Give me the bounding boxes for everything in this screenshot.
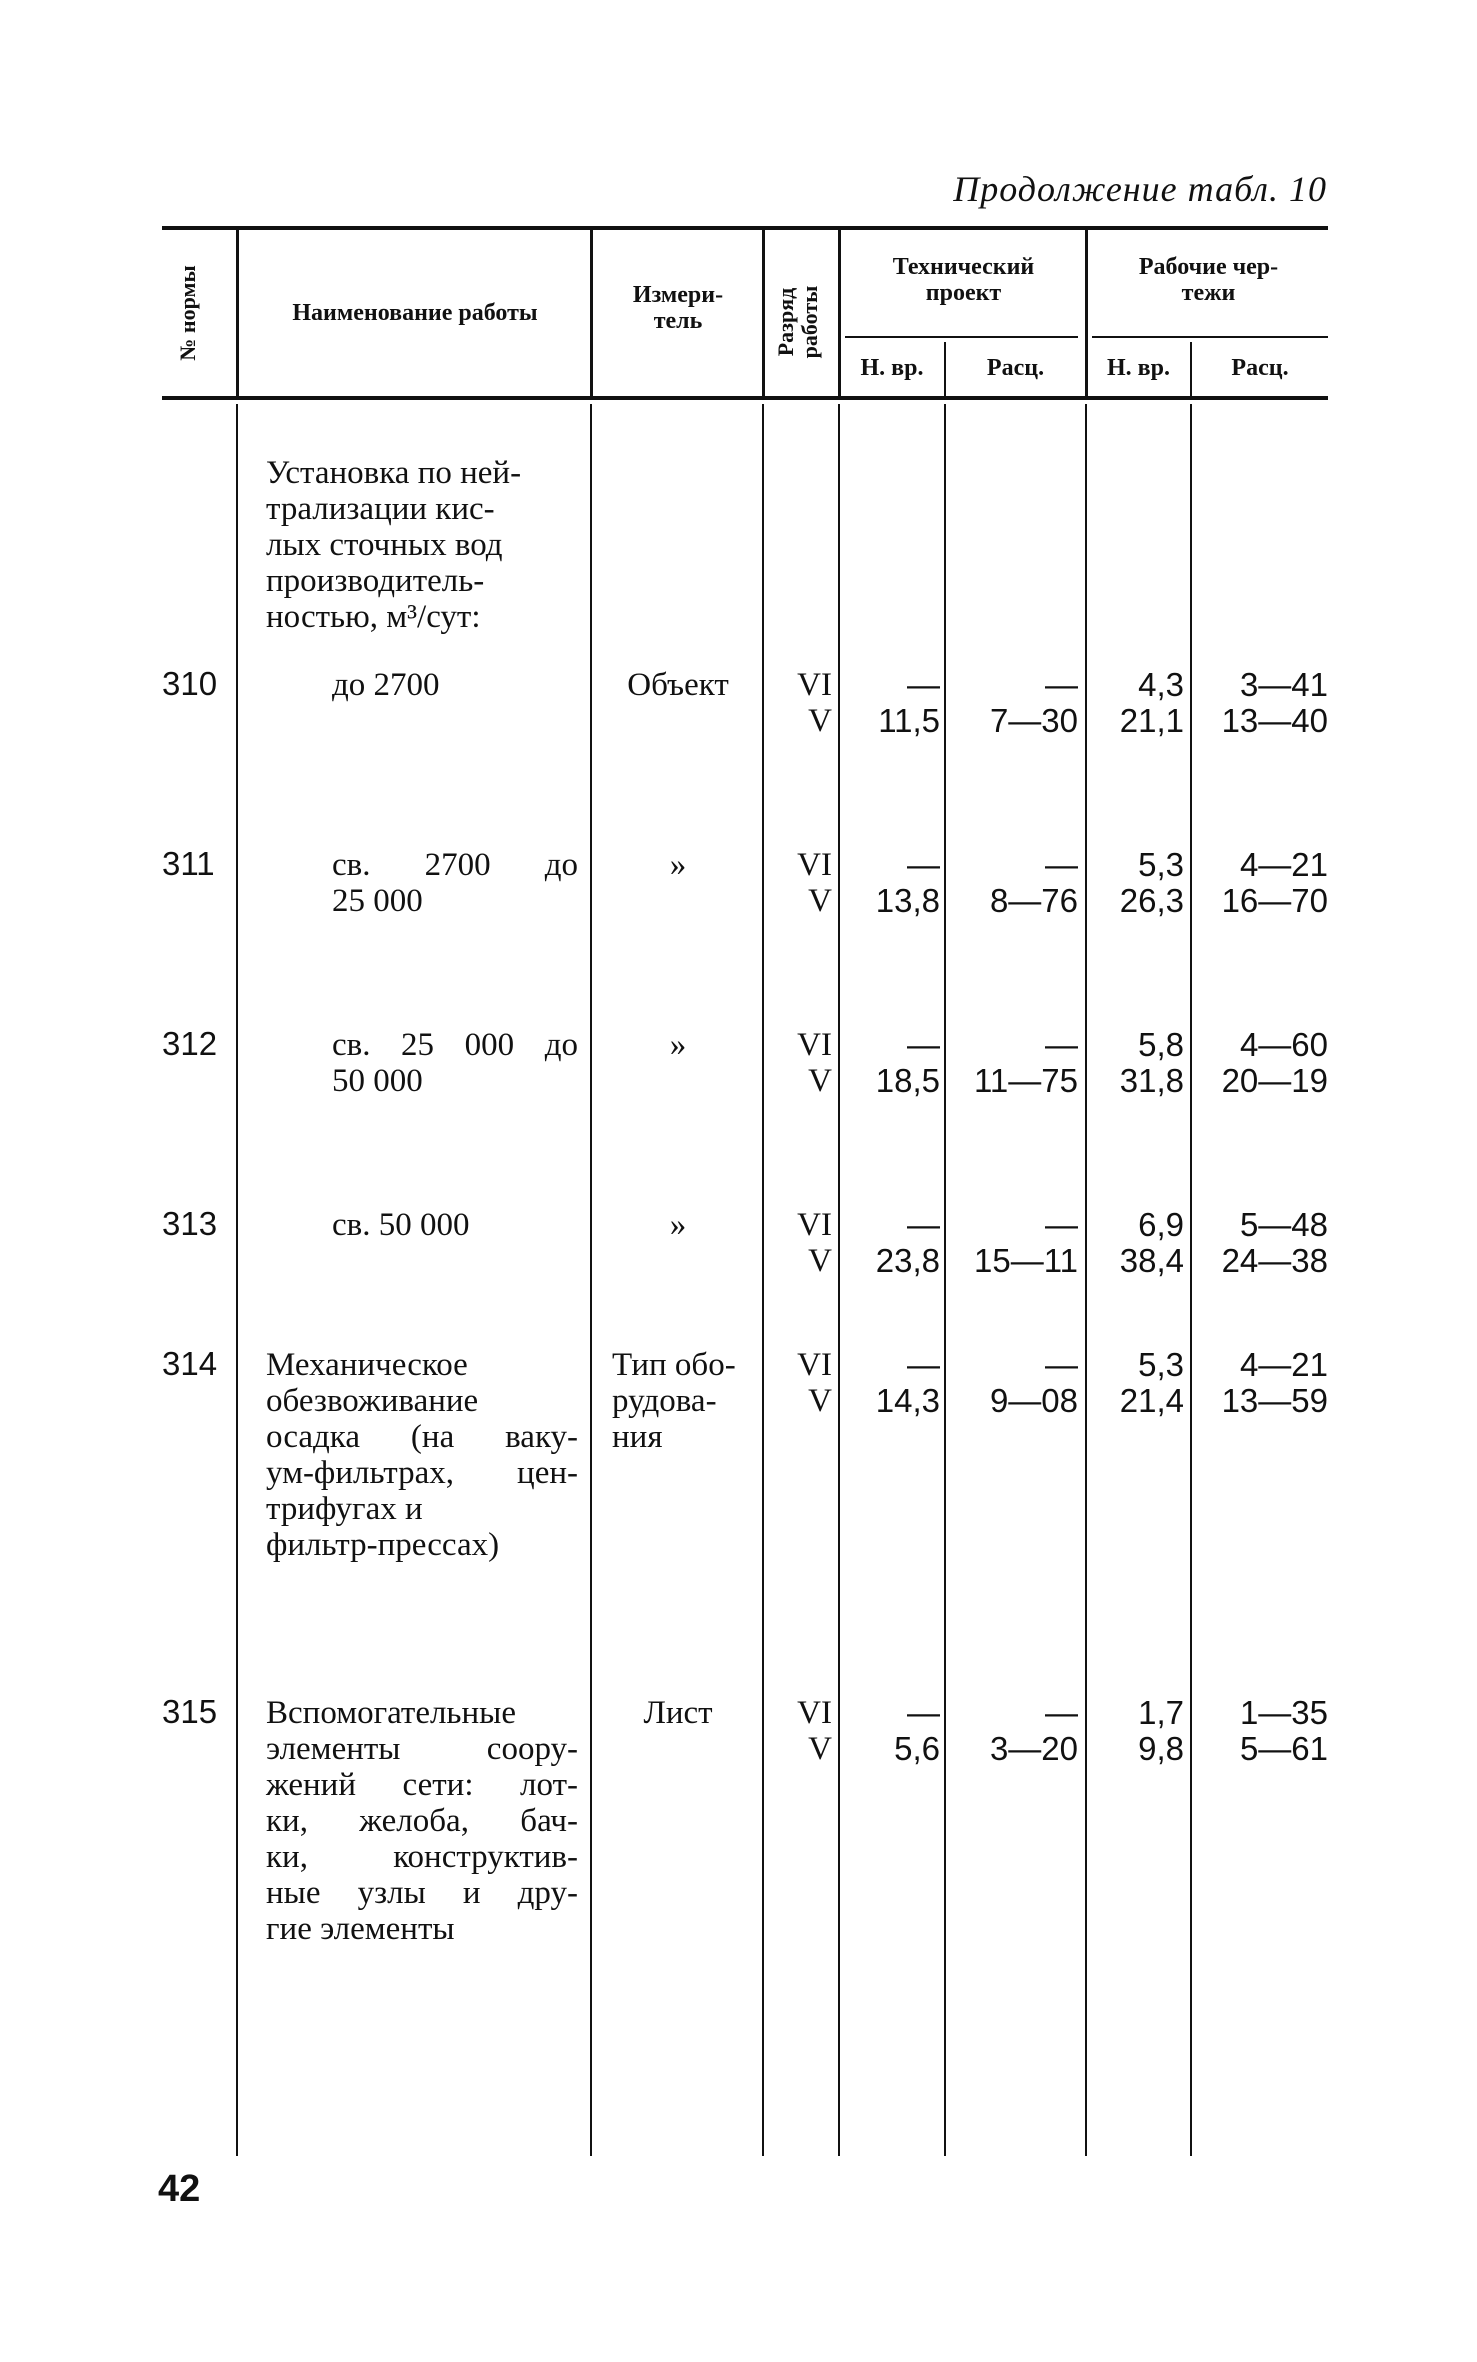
work-hours — [1092, 1695, 1184, 1767]
section-title — [266, 455, 578, 635]
tech-rate — [952, 667, 1078, 739]
tech-hours — [845, 1207, 940, 1279]
work-name — [332, 1207, 578, 1243]
work-rate-value: 4—21 — [1239, 846, 1328, 883]
work-name-line: Механическое — [266, 1347, 468, 1383]
work-rate — [1196, 1347, 1328, 1419]
unit-line: рудова- — [612, 1383, 717, 1419]
header-work-rate: Расц. — [1231, 355, 1289, 381]
header-bottom-rule — [162, 396, 1328, 400]
header-tech-line: проект — [925, 280, 1002, 306]
tech-hours-value: — — [907, 1206, 940, 1243]
column-divider — [236, 404, 238, 2156]
header-grade — [774, 264, 822, 380]
tech-hours — [845, 1027, 940, 1099]
table-top-rule — [162, 226, 1328, 230]
work-name-line: фильтр-прессах) — [266, 1527, 500, 1563]
work-rate-value: 3—41 — [1239, 666, 1328, 703]
work-name-line: осадка (на ваку- — [266, 1419, 578, 1455]
work-rate-value: 20—19 — [1221, 1062, 1328, 1099]
work-name-line: жений сети: лот- — [266, 1767, 578, 1803]
work-rate — [1196, 1207, 1328, 1279]
work-rate — [1196, 1027, 1328, 1099]
work-name-line: ум-фильтрах, цен- — [266, 1455, 578, 1491]
work-hours — [1092, 847, 1184, 919]
column-divider — [838, 404, 840, 2156]
work-hours-value: 5,8 — [1138, 1026, 1184, 1063]
header-tech-rate: Расц. — [986, 355, 1045, 381]
work-name-line: до 2700 — [332, 667, 440, 703]
tech-rate-value: — — [1045, 1206, 1078, 1243]
tech-rate — [952, 1695, 1078, 1767]
tech-hours — [845, 1695, 940, 1767]
header-tech-line: Технический — [892, 254, 1035, 280]
work-hours-value: 21,1 — [1119, 702, 1184, 739]
work-rate-value: 5—48 — [1239, 1206, 1328, 1243]
tech-rate-value: 8—76 — [989, 882, 1078, 919]
header-tech-hours: Н. вр. — [860, 355, 924, 381]
work-hours-value: 5,3 — [1138, 846, 1184, 883]
work-rate-value: 4—60 — [1239, 1026, 1328, 1063]
grade-value: VI — [797, 1207, 832, 1243]
unit: » — [669, 1207, 687, 1243]
tech-rate-value: — — [1045, 1026, 1078, 1063]
grade — [770, 667, 832, 739]
work-name-line: св. 25 000 до — [332, 1027, 578, 1063]
section-title-line: производитель- — [266, 563, 485, 599]
unit: » — [669, 1027, 687, 1063]
tech-rate-value: 15—11 — [974, 1242, 1078, 1279]
tech-hours-value: 18,5 — [875, 1062, 940, 1099]
tech-hours-value: 5,6 — [894, 1730, 940, 1767]
tech-rate-value: — — [1045, 1694, 1078, 1731]
header-grade-line: работы — [797, 285, 822, 359]
grade-value: V — [808, 883, 832, 919]
page-number: 42 — [158, 2168, 201, 2210]
work-name-line: св. 2700 до — [332, 847, 578, 883]
section-title-line: ностью, м³/сут: — [266, 599, 481, 635]
header-divider — [762, 230, 765, 396]
grade — [770, 1695, 832, 1767]
header-work-hours: Н. вр. — [1107, 355, 1170, 381]
work-rate — [1196, 847, 1328, 919]
grade-value: V — [808, 1063, 832, 1099]
column-divider — [762, 404, 764, 2156]
header-tech-project — [842, 254, 1085, 306]
grade — [770, 847, 832, 919]
unit: Лист — [643, 1695, 713, 1731]
work-name-line: ные узлы и дру- — [266, 1875, 578, 1911]
tech-rate-value: 7—30 — [989, 702, 1078, 739]
unit — [612, 1347, 772, 1455]
column-divider — [1190, 404, 1192, 2156]
work-rate-value: 4—21 — [1239, 1346, 1328, 1383]
work-name — [332, 847, 578, 919]
tech-hours-value: — — [907, 846, 940, 883]
grade-value: V — [808, 1731, 832, 1767]
column-divider — [944, 404, 946, 2156]
work-hours-value: 1,7 — [1138, 1694, 1184, 1731]
work-hours-value: 38,4 — [1119, 1242, 1184, 1279]
grade — [770, 1207, 832, 1279]
work-name-line: св. 50 000 — [332, 1207, 470, 1243]
tech-rate — [952, 847, 1078, 919]
tech-hours-value: — — [907, 1694, 940, 1731]
header-unit — [594, 282, 762, 334]
grade-value: V — [808, 703, 832, 739]
work-name-line: 50 000 — [332, 1063, 423, 1099]
grade-value: VI — [797, 1027, 832, 1063]
tech-rate-value: — — [1045, 1346, 1078, 1383]
work-name-line: 25 000 — [332, 883, 423, 919]
work-name-line: ки, желоба, бач- — [266, 1803, 578, 1839]
unit: » — [669, 847, 687, 883]
column-divider — [590, 404, 592, 2156]
tech-hours — [845, 1347, 940, 1419]
work-rate — [1196, 1695, 1328, 1767]
header-work-name: Наименование работы — [292, 300, 538, 326]
tech-group-rule — [845, 336, 1078, 338]
header-grade-line: Разряд — [773, 287, 798, 357]
grade-value: VI — [797, 1695, 832, 1731]
work-hours-value: 6,9 — [1138, 1206, 1184, 1243]
grade-value: VI — [797, 847, 832, 883]
header-unit-line: Измери- — [632, 282, 724, 308]
tech-hours-value: 13,8 — [875, 882, 940, 919]
unit-line: Тип обо- — [612, 1347, 736, 1383]
column-divider — [1085, 404, 1087, 2156]
header-divider — [590, 230, 593, 396]
work-rate-value: 5—61 — [1239, 1730, 1328, 1767]
norm-number: 310 — [162, 665, 218, 702]
grade-value: VI — [797, 1347, 832, 1383]
work-rate-value: 16—70 — [1221, 882, 1328, 919]
tech-rate — [952, 1027, 1078, 1099]
tech-rate-value: — — [1045, 666, 1078, 703]
header-norm-number: № нормы — [175, 265, 200, 361]
work-rate — [1196, 667, 1328, 739]
work-hours-value: 21,4 — [1119, 1382, 1184, 1419]
work-name-line: гие элементы — [266, 1911, 455, 1947]
work-hours-value: 4,3 — [1138, 666, 1184, 703]
grade — [770, 1347, 832, 1419]
work-rate-value: 13—40 — [1221, 702, 1328, 739]
work-hours — [1092, 667, 1184, 739]
work-name — [332, 1027, 578, 1099]
work-name-line: элементы соору- — [266, 1731, 578, 1767]
tech-rate-value: 9—08 — [989, 1382, 1078, 1419]
tech-rate — [952, 1207, 1078, 1279]
work-rate-value: 1—35 — [1239, 1694, 1328, 1731]
work-name-line: Вспомогательные — [266, 1695, 516, 1731]
work-name — [266, 1347, 578, 1563]
header-work-line: Рабочие чер- — [1138, 254, 1279, 280]
work-name — [332, 667, 578, 703]
tech-rate-value: 11—75 — [974, 1062, 1078, 1099]
norm-number: 312 — [162, 1025, 218, 1062]
norm-number: 314 — [162, 1345, 218, 1382]
work-rate-value: 13—59 — [1221, 1382, 1328, 1419]
grade-value: VI — [797, 667, 832, 703]
header-unit-line: тель — [653, 308, 703, 334]
tech-hours-value: — — [907, 1346, 940, 1383]
work-name — [266, 1695, 578, 1947]
grade-value: V — [808, 1383, 832, 1419]
norm-number: 315 — [162, 1693, 218, 1730]
work-hours — [1092, 1027, 1184, 1099]
tech-hours — [845, 847, 940, 919]
section-title-line: трализации кис- — [266, 491, 495, 527]
work-name-line: обезвоживание — [266, 1383, 479, 1419]
tech-hours-value: 11,5 — [878, 702, 940, 739]
work-hours-value: 26,3 — [1119, 882, 1184, 919]
grade-value: V — [808, 1243, 832, 1279]
tech-hours-value: 23,8 — [875, 1242, 940, 1279]
section-title-line: Установка по ней- — [266, 455, 522, 491]
tech-rate — [952, 1347, 1078, 1419]
work-rate-value: 24—38 — [1221, 1242, 1328, 1279]
norm-number: 313 — [162, 1205, 218, 1242]
work-name-line: трифугах и — [266, 1491, 423, 1527]
grade — [770, 1027, 832, 1099]
tech-hours-value: — — [907, 666, 940, 703]
work-name-line: ки, конструктив- — [266, 1839, 578, 1875]
tech-hours — [845, 667, 940, 739]
unit-line: ния — [612, 1419, 663, 1455]
work-hours — [1092, 1347, 1184, 1419]
unit: Объект — [627, 667, 729, 703]
header-work-line: тежи — [1181, 280, 1236, 306]
work-hours-value: 31,8 — [1119, 1062, 1184, 1099]
table-caption: Продолжение табл. 10 — [953, 169, 1327, 209]
work-hours-value: 5,3 — [1138, 1346, 1184, 1383]
work-hours — [1092, 1207, 1184, 1279]
work-group-rule — [1092, 336, 1328, 338]
tech-hours-value: — — [907, 1026, 940, 1063]
section-title-line: лых сточных вод — [266, 527, 503, 563]
tech-rate-value: — — [1045, 846, 1078, 883]
work-hours-value: 9,8 — [1138, 1730, 1184, 1767]
header-working-drawings — [1089, 254, 1328, 306]
tech-hours-value: 14,3 — [875, 1382, 940, 1419]
norm-number: 311 — [162, 845, 215, 882]
header-divider — [236, 230, 239, 396]
tech-rate-value: 3—20 — [989, 1730, 1078, 1767]
